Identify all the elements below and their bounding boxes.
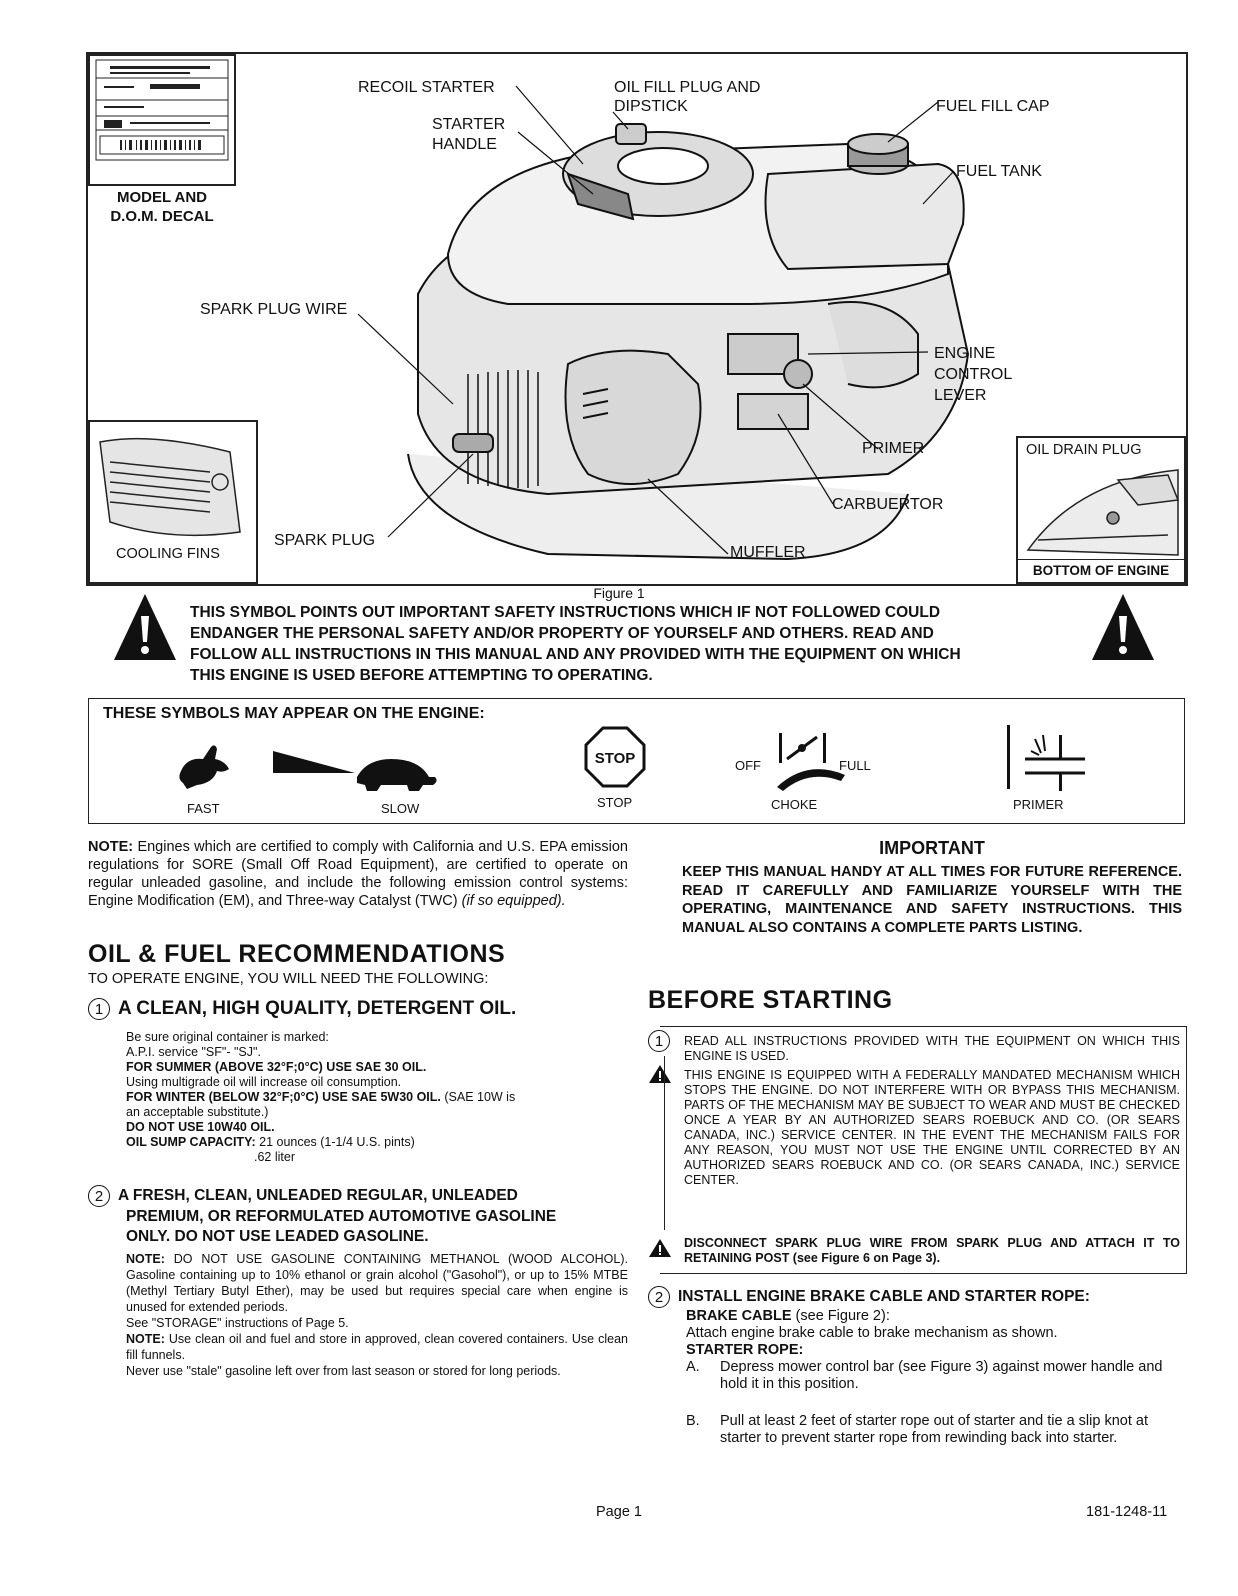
label-muffler: MUFFLER bbox=[730, 544, 806, 561]
safety-warning-line-2: ENDANGER THE PERSONAL SAFETY AND/OR PROPERTY OF YOURSELF AND OTHERS. READ AND bbox=[190, 625, 934, 642]
engine-symbols-box bbox=[88, 698, 1185, 824]
oil-line-2: A.P.I. service "SF"- "SJ". bbox=[126, 1045, 261, 1060]
oil-line-3: FOR SUMMER (ABOVE 32°F;0°C) USE SAE 30 OIL. bbox=[126, 1060, 427, 1075]
fuel-item-line-3: ONLY. DO NOT USE LEADED GASOLINE. bbox=[126, 1228, 429, 1246]
starter-rope-label: STARTER ROPE: bbox=[686, 1342, 804, 1358]
choke-icon bbox=[771, 729, 849, 791]
page-number: Page 1 bbox=[596, 1504, 642, 1520]
circled-number-1-right-icon: 1 bbox=[648, 1030, 670, 1052]
label-fuel-tank: FUEL TANK bbox=[956, 163, 1042, 180]
document-code: 181-1248-11 bbox=[1086, 1504, 1168, 1520]
important-text: KEEP THIS MANUAL HANDY AT ALL TIMES FOR FUTURE REFERENCE. READ IT CAREFULLY AND FAMILIARIZE YOURSELF WITH THE OPERATING, MAINTENANCE AND SAFETY INSTRUCTIONS. THIS MANUAL ALSO CONTAINS A COMPLETE PARTS LISTING. bbox=[682, 864, 1182, 936]
oil-line-5 bbox=[126, 1090, 628, 1105]
warning-triangle-right-icon bbox=[1090, 590, 1156, 664]
label-cooling-fins: COOLING FINS bbox=[116, 546, 220, 562]
install-details bbox=[686, 1308, 1182, 1447]
fuel-item-line-1: A FRESH, CLEAN, UNLEADED REGULAR, UNLEADED bbox=[118, 1187, 518, 1205]
symbols-title: THESE SYMBOLS MAY APPEAR ON THE ENGINE: bbox=[103, 705, 485, 722]
label-engine: ENGINE bbox=[934, 345, 996, 362]
safety-warning-line-1: THIS SYMBOL POINTS OUT IMPORTANT SAFETY INSTRUCTIONS WHICH IF NOT FOLLOWED COULD bbox=[190, 604, 941, 621]
decal-caption-line-1: MODEL AND bbox=[117, 189, 207, 206]
brake-cable-text: Attach engine brake cable to brake mechanism as shown. bbox=[686, 1325, 1058, 1341]
oil-line-4: Using multigrade oil will increase oil consumption. bbox=[126, 1075, 402, 1090]
label-lever: LEVER bbox=[934, 387, 987, 404]
label-handle: HANDLE bbox=[432, 136, 497, 153]
step-b-text: Pull at least 2 feet of starter rope out of starter and tie a slip knot at starter to prevent starter rope from rewinding back into starter. bbox=[720, 1413, 1148, 1446]
decal-caption-line-2: D.O.M. DECAL bbox=[110, 208, 214, 225]
step-b bbox=[686, 1413, 1182, 1447]
before-starting-item-2 bbox=[648, 1286, 1182, 1447]
symbol-fast-label: FAST bbox=[187, 801, 220, 816]
safety-warning-line-4: THIS ENGINE IS USED BEFORE ATTEMPTING TO OPERATING. bbox=[190, 667, 653, 684]
important-section bbox=[682, 838, 1182, 937]
step-a bbox=[686, 1359, 1182, 1393]
stale-gasoline-note: Never use "stale" gasoline left over from last season or stored for long periods. bbox=[126, 1364, 561, 1379]
warning-small-1-icon bbox=[648, 1064, 672, 1084]
oil-line-8 bbox=[126, 1135, 628, 1150]
label-primer: PRIMER bbox=[862, 440, 925, 457]
label-dipstick: DIPSTICK bbox=[614, 98, 688, 115]
rabbit-icon bbox=[173, 739, 237, 791]
fuel-note-2 bbox=[126, 1331, 628, 1363]
symbol-stop-label: STOP bbox=[597, 795, 633, 810]
warning-small-2-icon bbox=[648, 1238, 672, 1258]
step-a-letter: A. bbox=[686, 1359, 700, 1375]
symbol-primer-label: PRIMER bbox=[1013, 797, 1064, 812]
oil-drain-graphic bbox=[1018, 460, 1184, 560]
label-control: CONTROL bbox=[934, 366, 1013, 383]
oil-fuel-heading: OIL & FUEL RECOMMENDATIONS bbox=[88, 940, 506, 968]
step-b-letter: B. bbox=[686, 1413, 700, 1429]
decal-inset bbox=[88, 54, 236, 186]
storage-reference: See "STORAGE" instructions of Page 5. bbox=[126, 1316, 349, 1331]
speed-ramp-and-turtle-icon bbox=[273, 747, 443, 793]
oil-line-1: Be sure original container is marked: bbox=[126, 1030, 329, 1045]
label-starter: STARTER bbox=[432, 116, 506, 133]
choke-full-label: FULL bbox=[839, 758, 871, 773]
install-heading bbox=[648, 1286, 1182, 1308]
label-oil-drain-plug: OIL DRAIN PLUG bbox=[1026, 442, 1142, 458]
emission-note bbox=[88, 838, 628, 910]
decal-caption bbox=[88, 188, 236, 226]
figure-caption: Figure 1 bbox=[593, 585, 645, 601]
before-starting-heading: BEFORE STARTING bbox=[648, 986, 893, 1014]
oil-item-heading bbox=[88, 998, 628, 1020]
disconnect-spark-plug-text: DISCONNECT SPARK PLUG WIRE FROM SPARK PLUG AND ATTACH IT TO RETAINING POST (see Figure 6 on Page 3). bbox=[684, 1236, 1180, 1265]
brake-cable-ref: (see Figure 2): bbox=[791, 1308, 890, 1324]
item-1-rule bbox=[664, 1056, 665, 1230]
install-title: INSTALL ENGINE BRAKE CABLE AND STARTER ROPE: bbox=[678, 1288, 1090, 1306]
oil-capacity-value: 21 ounces (1-1/4 U.S. pints) bbox=[255, 1135, 415, 1150]
fuel-item-heading bbox=[88, 1185, 628, 1247]
fuel-item-line-2: PREMIUM, OR REFORMULATED AUTOMOTIVE GASOLINE bbox=[126, 1208, 557, 1226]
oil-line-5-normal: (SAE 10W is bbox=[440, 1090, 516, 1105]
decal-graphic bbox=[90, 56, 234, 184]
oil-line-7: DO NOT USE 10W40 OIL. bbox=[126, 1120, 275, 1135]
fuel-note-2-label: NOTE: bbox=[126, 1332, 165, 1347]
safety-warning-text bbox=[190, 602, 1080, 686]
emission-note-italic: (if so equipped). bbox=[461, 893, 566, 909]
label-fuel-fill-cap: FUEL FILL CAP bbox=[936, 98, 1050, 115]
fuel-note-2-text: Use clean oil and fuel and store in approved, clean covered containers. Use clean fill funnels. bbox=[126, 1332, 628, 1363]
circled-number-2-right-icon: 2 bbox=[648, 1286, 670, 1308]
oil-fuel-intro: TO OPERATE ENGINE, YOU WILL NEED THE FOLLOWING: bbox=[88, 971, 489, 987]
fuel-note-text: DO NOT USE GASOLINE CONTAINING METHANOL (WOOD ALCOHOL). Gasoline containing up to 10% ethanol or grain alcohol ("Gasohol"), or up to 15% MTBE (Methyl Tertiary Butyl Ether), may be used but requires special care when engine is unused for extended periods. bbox=[126, 1252, 628, 1315]
oil-item-title: A CLEAN, HIGH QUALITY, DETERGENT OIL. bbox=[118, 998, 517, 1020]
warning-triangle-left-icon bbox=[112, 590, 178, 664]
oil-line-6: an acceptable substitute.) bbox=[126, 1105, 269, 1120]
label-carburetor: CARBUERTOR bbox=[832, 496, 944, 513]
fuel-note bbox=[126, 1251, 628, 1315]
brake-cable-label: BRAKE CABLE bbox=[686, 1308, 792, 1324]
stop-sign-text: STOP bbox=[594, 750, 636, 767]
primer-icon bbox=[1003, 721, 1089, 793]
circled-number-1-icon: 1 bbox=[88, 998, 110, 1020]
circled-number-2-icon: 2 bbox=[88, 1185, 110, 1207]
symbol-slow-label: SLOW bbox=[381, 801, 420, 816]
label-spark-plug-wire: SPARK PLUG WIRE bbox=[200, 301, 348, 318]
step-a-text: Depress mower control bar (see Figure 3) against mower handle and hold it in this position. bbox=[720, 1359, 1163, 1392]
read-instructions-text: READ ALL INSTRUCTIONS PROVIDED WITH THE EQUIPMENT ON WHICH THIS ENGINE IS USED. bbox=[684, 1034, 1180, 1063]
label-bottom-of-engine: BOTTOM OF ENGINE bbox=[1016, 559, 1186, 584]
oil-capacity-label: OIL SUMP CAPACITY: bbox=[126, 1135, 256, 1150]
label-spark-plug: SPARK PLUG bbox=[274, 532, 376, 549]
safety-warning-line-3: FOLLOW ALL INSTRUCTIONS IN THIS MANUAL AND ANY PROVIDED WITH THE EQUIPMENT ON WHICH bbox=[190, 646, 961, 663]
oil-line-5-bold: FOR WINTER (BELOW 32°F;0°C) USE SAE 5W30 OIL. bbox=[126, 1090, 441, 1105]
choke-off-label: OFF bbox=[735, 758, 761, 773]
label-recoil-starter: RECOIL STARTER bbox=[358, 79, 495, 96]
cooling-fins-graphic bbox=[90, 422, 256, 552]
oil-line-9: .62 liter bbox=[254, 1150, 295, 1165]
symbol-choke-label: CHOKE bbox=[771, 797, 818, 812]
emission-note-text: Engines which are certified to comply with California and U.S. EPA emission regulations for SORE (Small Off Road Equipment), are certified to operate on regular unleaded gasoline, and include the following emission control systems: Engine Modification (EM), and Three-way Catalyst (TWC) bbox=[88, 839, 628, 909]
important-title: IMPORTANT bbox=[879, 838, 985, 858]
emission-note-label: NOTE: bbox=[88, 839, 134, 855]
label-oil-fill-plug: OIL FILL PLUG AND bbox=[614, 79, 761, 96]
fuel-note-label: NOTE: bbox=[126, 1252, 165, 1267]
stop-sign-icon bbox=[583, 725, 647, 789]
figure-1-frame bbox=[86, 52, 1188, 586]
oil-details bbox=[126, 1030, 628, 1165]
left-column bbox=[88, 838, 628, 1379]
mechanism-warning-text: THIS ENGINE IS EQUIPPED WITH A FEDERALLY MANDATED MECHANISM WHICH STOPS THE ENGINE. DO NOT INTERFERE WITH OR BYPASS THIS MECHANISM. PARTS OF THE MECHANISM MAY BE SUBJECT TO WEAR AND MUST BE CHECKED ONCE A YEAR BY AN AUTHORIZED SEARS ROEBUCK AND CO. (OR SEARS CANADA, INC.) SERVICE CENTER. IN THE EVENT THE MECHANISM FAILS FOR ANY REASON, YOU MUST NOT USE THE ENGINE UNTIL CORRECTED BY AN AUTHORIZED SEARS ROEBUCK AND CO. (OR SEARS CANADA, INC.) SERVICE CENTER. bbox=[684, 1068, 1180, 1187]
fuel-details bbox=[126, 1251, 628, 1379]
